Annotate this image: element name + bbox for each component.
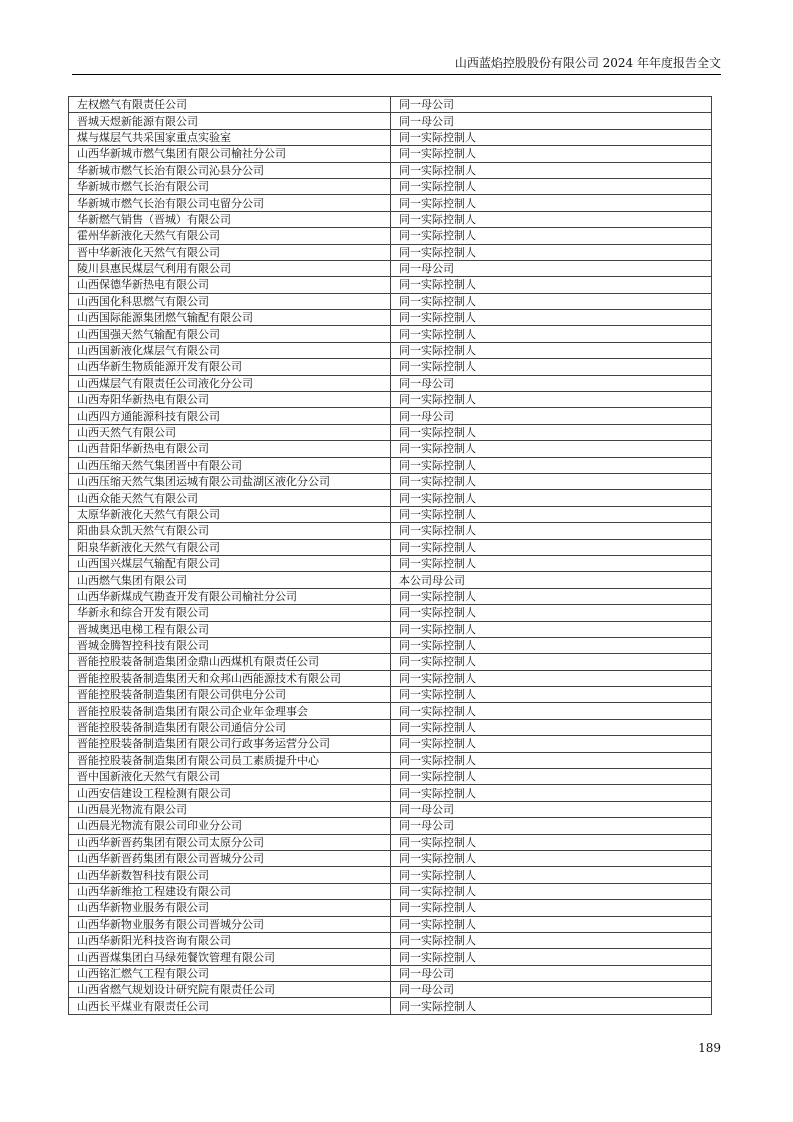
relationship-cell: 同一实际控制人: [391, 949, 712, 965]
company-name-cell: 山西华新城市燃气集团有限公司榆社分公司: [69, 146, 391, 162]
table-row: [69, 408, 712, 424]
company-name-cell: 山西保德华新热电有限公司: [69, 277, 391, 293]
table-row: [69, 703, 712, 719]
table-row: [69, 965, 712, 981]
company-name-cell: 晋能控股装备制造集团天和众邦山西能源技术有限公司: [69, 670, 391, 686]
relationship-cell: 同一母公司: [391, 818, 712, 834]
relationship-cell: 同一实际控制人: [391, 687, 712, 703]
company-name-cell: 山西华新数智科技有限公司: [69, 867, 391, 883]
table-row: [69, 719, 712, 735]
relationship-cell: 同一实际控制人: [391, 850, 712, 866]
relationship-cell: 同一实际控制人: [391, 785, 712, 801]
table-row: [69, 932, 712, 948]
relationship-cell: 同一实际控制人: [391, 867, 712, 883]
table-row: [69, 621, 712, 637]
table-row: [69, 113, 712, 129]
company-name-cell: 山西华新煤成气勘查开发有限公司榆社分公司: [69, 588, 391, 604]
table-row: [69, 473, 712, 489]
company-name-cell: 山西国化科思燃气有限公司: [69, 293, 391, 309]
company-name-cell: 华新永和综合开发有限公司: [69, 605, 391, 621]
table-row: [69, 867, 712, 883]
company-name-cell: 晋城奥迅电梯工程有限公司: [69, 621, 391, 637]
company-name-cell: 左权燃气有限责任公司: [69, 97, 391, 113]
company-name-cell: 山西国际能源集团燃气输配有限公司: [69, 310, 391, 326]
table-row: [69, 801, 712, 817]
table-row: [69, 490, 712, 506]
table-row: [69, 539, 712, 555]
company-name-cell: 山西华新晋药集团有限公司太原分公司: [69, 834, 391, 850]
table-row: [69, 834, 712, 850]
table-row: [69, 506, 712, 522]
company-name-cell: 山西燃气集团有限公司: [69, 572, 391, 588]
table-row: [69, 277, 712, 293]
relationship-cell: 同一实际控制人: [391, 162, 712, 178]
table-row: [69, 244, 712, 260]
table-row: [69, 916, 712, 932]
table-row: [69, 523, 712, 539]
page-header: [72, 46, 721, 75]
company-name-cell: 太原华新液化天然气有限公司: [69, 506, 391, 522]
table-row: [69, 129, 712, 145]
table-row: [69, 260, 712, 276]
company-name-cell: 山西铭汇燃气工程有限公司: [69, 965, 391, 981]
page-number: 189: [698, 1041, 721, 1055]
table-row: [69, 375, 712, 391]
company-name-cell: 山西华新阳光科技咨询有限公司: [69, 932, 391, 948]
table-row: [69, 752, 712, 768]
company-name-cell: 阳曲县众凯天然气有限公司: [69, 523, 391, 539]
relationship-cell: 同一母公司: [391, 375, 712, 391]
relationship-cell: 同一实际控制人: [391, 555, 712, 571]
company-name-cell: 晋城天煜新能源有限公司: [69, 113, 391, 129]
company-name-cell: 山西华新物业服务有限公司: [69, 900, 391, 916]
company-name-cell: 晋能控股装备制造集团有限公司企业年金理事会: [69, 703, 391, 719]
table-row: [69, 588, 712, 604]
related-party-table-body: [69, 97, 712, 1015]
company-name-cell: 山西压缩天然气集团运城有限公司盐湖区液化分公司: [69, 473, 391, 489]
table-row: [69, 392, 712, 408]
relationship-cell: 同一实际控制人: [391, 359, 712, 375]
table-row: [69, 654, 712, 670]
table-row: [69, 359, 712, 375]
relationship-cell: 同一母公司: [391, 408, 712, 424]
relationship-cell: 同一实际控制人: [391, 932, 712, 948]
table-row: [69, 572, 712, 588]
relationship-cell: 同一实际控制人: [391, 310, 712, 326]
table-row: [69, 883, 712, 899]
company-name-cell: 晋中华新液化天然气有限公司: [69, 244, 391, 260]
table-row: [69, 785, 712, 801]
company-name-cell: 山西煤层气有限责任公司液化分公司: [69, 375, 391, 391]
table-row: [69, 342, 712, 358]
company-name-cell: 晋能控股装备制造集团有限公司通信分公司: [69, 719, 391, 735]
company-name-cell: 山西省燃气规划设计研究院有限责任公司: [69, 982, 391, 998]
relationship-cell: 同一实际控制人: [391, 605, 712, 621]
table-row: [69, 637, 712, 653]
table-row: [69, 457, 712, 473]
table-row: [69, 310, 712, 326]
company-name-cell: 山西国强天然气输配有限公司: [69, 326, 391, 342]
company-name-cell: 晋能控股装备制造集团金鼎山西煤机有限责任公司: [69, 654, 391, 670]
relationship-cell: 同一实际控制人: [391, 129, 712, 145]
relationship-cell: 同一实际控制人: [391, 752, 712, 768]
relationship-cell: 同一实际控制人: [391, 392, 712, 408]
table-row: [69, 900, 712, 916]
relationship-cell: 同一实际控制人: [391, 670, 712, 686]
company-name-cell: 华新城市燃气长治有限公司屯留分公司: [69, 195, 391, 211]
company-name-cell: 山西四方通能源科技有限公司: [69, 408, 391, 424]
company-name-cell: 晋能控股装备制造集团有限公司供电分公司: [69, 687, 391, 703]
table-row: [69, 178, 712, 194]
relationship-cell: 同一实际控制人: [391, 490, 712, 506]
relationship-cell: 同一实际控制人: [391, 277, 712, 293]
relationship-cell: 本公司母公司: [391, 572, 712, 588]
table-row: [69, 195, 712, 211]
table-row: [69, 998, 712, 1014]
company-name-cell: 山西安信建设工程检测有限公司: [69, 785, 391, 801]
relationship-cell: 同一实际控制人: [391, 457, 712, 473]
relationship-cell: 同一实际控制人: [391, 178, 712, 194]
relationship-cell: 同一实际控制人: [391, 146, 712, 162]
table-row: [69, 146, 712, 162]
relationship-cell: 同一实际控制人: [391, 293, 712, 309]
relationship-cell: 同一实际控制人: [391, 736, 712, 752]
relationship-cell: 同一实际控制人: [391, 228, 712, 244]
relationship-cell: 同一实际控制人: [391, 998, 712, 1014]
company-name-cell: 山西国兴煤层气输配有限公司: [69, 555, 391, 571]
company-name-cell: 山西晋煤集团白马绿苑餐饮管理有限公司: [69, 949, 391, 965]
related-party-table: [68, 96, 712, 1015]
report-title: 山西蓝焰控股股份有限公司 2024 年年度报告全文: [454, 56, 721, 70]
relationship-cell: 同一实际控制人: [391, 769, 712, 785]
company-name-cell: 霍州华新液化天然气有限公司: [69, 228, 391, 244]
relationship-cell: 同一实际控制人: [391, 523, 712, 539]
company-name-cell: 晋城金腾智控科技有限公司: [69, 637, 391, 653]
table-row: [69, 982, 712, 998]
company-name-cell: 华新城市燃气长治有限公司沁县分公司: [69, 162, 391, 178]
relationship-cell: 同一实际控制人: [391, 195, 712, 211]
relationship-cell: 同一实际控制人: [391, 441, 712, 457]
relationship-cell: 同一实际控制人: [391, 424, 712, 440]
relationship-cell: 同一母公司: [391, 260, 712, 276]
company-name-cell: 山西寿阳华新热电有限公司: [69, 392, 391, 408]
company-name-cell: 山西晨光物流有限公司印业分公司: [69, 818, 391, 834]
relationship-cell: 同一母公司: [391, 965, 712, 981]
relationship-cell: 同一母公司: [391, 982, 712, 998]
table-row: [69, 211, 712, 227]
table-row: [69, 687, 712, 703]
relationship-cell: 同一实际控制人: [391, 637, 712, 653]
relationship-cell: 同一实际控制人: [391, 621, 712, 637]
table-row: [69, 949, 712, 965]
relationship-cell: 同一母公司: [391, 97, 712, 113]
table-row: [69, 97, 712, 113]
table-row: [69, 293, 712, 309]
company-name-cell: 山西晨光物流有限公司: [69, 801, 391, 817]
relationship-cell: 同一实际控制人: [391, 703, 712, 719]
company-name-cell: 山西国新液化煤层气有限公司: [69, 342, 391, 358]
relationship-cell: 同一实际控制人: [391, 588, 712, 604]
relationship-cell: 同一实际控制人: [391, 342, 712, 358]
relationship-cell: 同一实际控制人: [391, 539, 712, 555]
table-row: [69, 850, 712, 866]
company-name-cell: 山西华新维抢工程建设有限公司: [69, 883, 391, 899]
relationship-cell: 同一实际控制人: [391, 211, 712, 227]
table-row: [69, 818, 712, 834]
table-row: [69, 441, 712, 457]
table-row: [69, 736, 712, 752]
company-name-cell: 晋中国新液化天然气有限公司: [69, 769, 391, 785]
company-name-cell: 华新城市燃气长治有限公司: [69, 178, 391, 194]
company-name-cell: 晋能控股装备制造集团有限公司员工素质提升中心: [69, 752, 391, 768]
table-row: [69, 670, 712, 686]
table-row: [69, 162, 712, 178]
company-name-cell: 山西天然气有限公司: [69, 424, 391, 440]
company-name-cell: 华新燃气销售（晋城）有限公司: [69, 211, 391, 227]
relationship-cell: 同一母公司: [391, 113, 712, 129]
relationship-cell: 同一实际控制人: [391, 654, 712, 670]
table-row: [69, 605, 712, 621]
table-row: [69, 228, 712, 244]
company-name-cell: 山西华新生物质能源开发有限公司: [69, 359, 391, 375]
company-name-cell: 山西华新物业服务有限公司晋城分公司: [69, 916, 391, 932]
company-name-cell: 阳泉华新液化天然气有限公司: [69, 539, 391, 555]
table-row: [69, 424, 712, 440]
company-name-cell: 山西昔阳华新热电有限公司: [69, 441, 391, 457]
relationship-cell: 同一实际控制人: [391, 834, 712, 850]
company-name-cell: 山西华新晋药集团有限公司晋城分公司: [69, 850, 391, 866]
company-name-cell: 陵川县惠民煤层气利用有限公司: [69, 260, 391, 276]
company-name-cell: 山西压缩天然气集团晋中有限公司: [69, 457, 391, 473]
relationship-cell: 同一实际控制人: [391, 883, 712, 899]
relationship-cell: 同一实际控制人: [391, 244, 712, 260]
relationship-cell: 同一母公司: [391, 801, 712, 817]
relationship-cell: 同一实际控制人: [391, 506, 712, 522]
relationship-cell: 同一实际控制人: [391, 719, 712, 735]
company-name-cell: 山西众能天然气有限公司: [69, 490, 391, 506]
table-row: [69, 326, 712, 342]
company-name-cell: 晋能控股装备制造集团有限公司行政事务运营分公司: [69, 736, 391, 752]
relationship-cell: 同一实际控制人: [391, 473, 712, 489]
company-name-cell: 山西长平煤业有限责任公司: [69, 998, 391, 1014]
company-name-cell: 煤与煤层气共采国家重点实验室: [69, 129, 391, 145]
relationship-cell: 同一实际控制人: [391, 326, 712, 342]
table-row: [69, 555, 712, 571]
relationship-cell: 同一实际控制人: [391, 916, 712, 932]
relationship-cell: 同一实际控制人: [391, 900, 712, 916]
table-row: [69, 769, 712, 785]
